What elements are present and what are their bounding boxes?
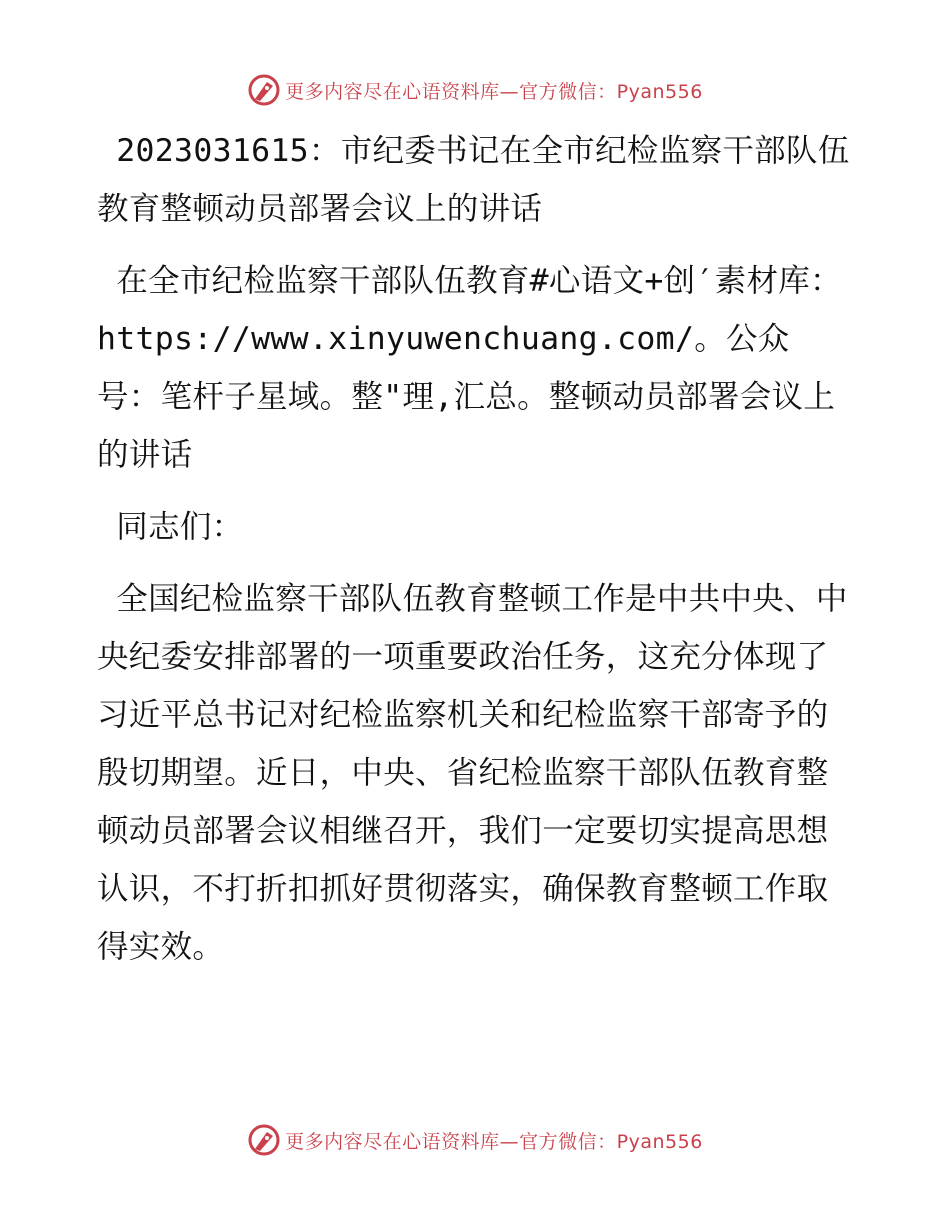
salutation: 同志们： xyxy=(97,509,244,545)
footer-watermark-text: 更多内容尽在心语资料库—官方微信：Pyan556 xyxy=(285,1130,703,1153)
document-subtitle: 在全市纪检监察干部队伍教育#心语文+创′素材库：https://www.xinyuwenchuang.com/。公众号：笔杆子星域。整"理,汇总。整顿动员部署会议上的讲话 xyxy=(97,263,842,473)
header-watermark-text: 更多内容尽在心语资料库—官方微信：Pyan556 xyxy=(285,80,703,103)
footer-watermark xyxy=(0,1120,950,1160)
document-body xyxy=(97,122,853,990)
pen-nib-logo-icon xyxy=(247,1123,281,1157)
header-watermark xyxy=(0,70,950,110)
body-paragraph: 全国纪检监察干部队伍教育整顿工作是中共中央、中央纪委安排部署的一项重要政治任务，这充分体现了习近平总书记对纪检监察机关和纪检监察干部寄予的殷切期望。近日，中央、省纪检监察干部队伍教育整顿动员部署会议相继召开，我们一定要切实提高思想认识，不打折扣抓好贯彻落实，确保教育整顿工作取得实效。 xyxy=(97,581,848,965)
document-title: 2023031615：市纪委书记在全市纪检监察干部队伍教育整顿动员部署会议上的讲话 xyxy=(97,133,850,227)
pen-nib-logo-icon xyxy=(247,73,281,107)
